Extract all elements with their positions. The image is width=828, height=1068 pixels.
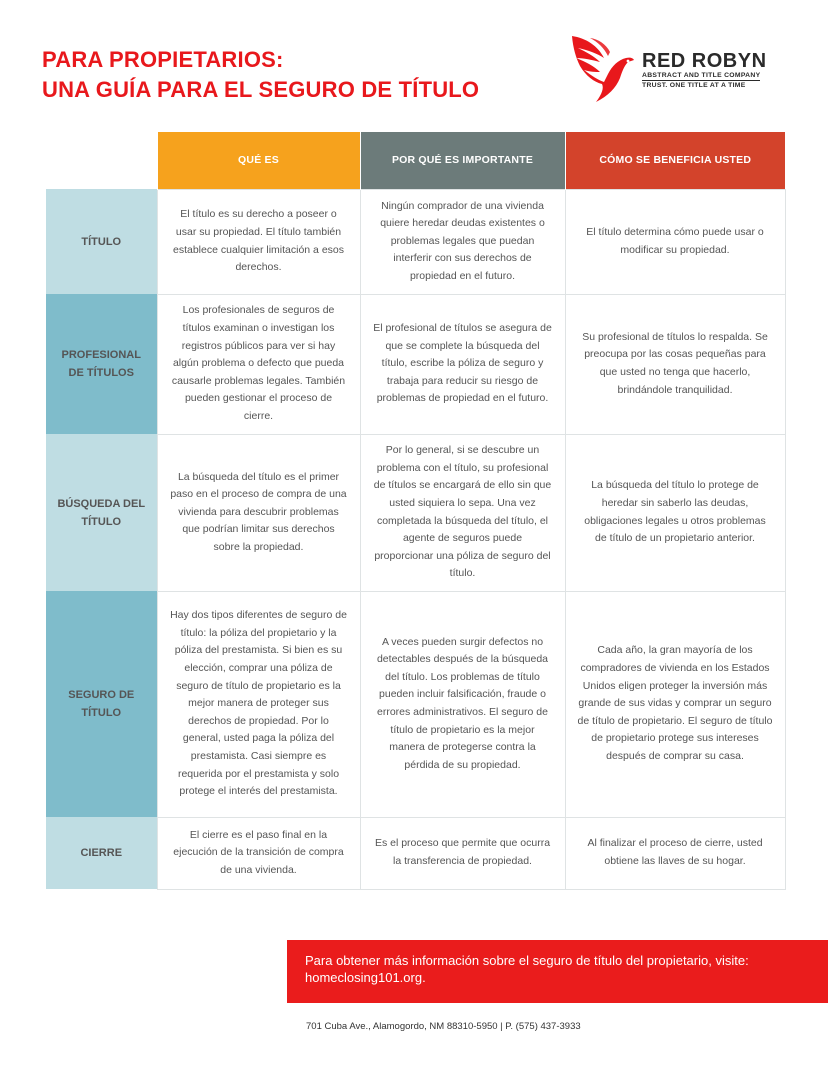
- table-cell: Es el proceso que permite que ocurra la transferencia de propiedad.: [360, 817, 565, 889]
- table-row: [46, 817, 785, 889]
- table-row: [46, 434, 785, 591]
- table-cell: La búsqueda del título lo protege de heredar sin saberlo las deudas, obligaciones legales u otros problemas de título de un propietario anterior.: [565, 434, 785, 591]
- company-logo: [568, 30, 808, 106]
- logo-subtitle: ABSTRACT AND TITLE COMPANY: [642, 72, 761, 79]
- table-cell: Los profesionales de seguros de títulos examinan o investigan los registros públicos para ver si hay algún problema o defecto que pueda causarle problemas legales. También pueden gestionar el proceso de cierre.: [157, 294, 360, 434]
- table-row: [46, 189, 785, 294]
- table-row: [46, 294, 785, 434]
- table-cell: El título es su derecho a poseer o usar su propiedad. El título también establece cualquier limitación a esos derechos.: [157, 189, 360, 294]
- row-header-titulo: TÍTULO: [46, 189, 157, 294]
- row-header-cierre: CIERRE: [46, 817, 157, 889]
- table-cell: A veces pueden surgir defectos no detectables después de la búsqueda del título. Los problemas de título pueden incluir falsificación, fraude o errores administrativos. El seguro de título de propietario es la mejor manera de protegerse contra la pérdida de su propiedad.: [360, 591, 565, 817]
- column-header-que-es: QUÉ ES: [157, 132, 360, 189]
- table-cell: El título determina cómo puede usar o modificar su propiedad.: [565, 189, 785, 294]
- table-cell: Ningún comprador de una vivienda quiere heredar deudas existentes o problemas legales que puedan interferir con sus derechos de propiedad en el futuro.: [360, 189, 565, 294]
- table-cell: Al finalizar el proceso de cierre, usted obtiene las llaves de su hogar.: [565, 817, 785, 889]
- column-header-como: CÓMO SE BENEFICIA USTED: [565, 132, 785, 189]
- title-insurance-table: [46, 132, 786, 890]
- row-header-busqueda: BÚSQUEDA DEL TÍTULO: [46, 434, 157, 591]
- bird-icon: [568, 30, 638, 106]
- table-row: [46, 591, 785, 817]
- footer-address: 701 Cuba Ave., Alamogordo, NM 88310-5950 | P. (575) 437-3933: [306, 1021, 581, 1032]
- table-cell: La búsqueda del título es el primer paso en el proceso de compra de una vivienda para descubrir problemas que podrían limitar sus derechos sobre la propiedad.: [157, 434, 360, 591]
- table-cell: Su profesional de títulos lo respalda. Se preocupa por las cosas pequeñas para que usted no tenga que hacerlo, brindándole tranquilidad.: [565, 294, 785, 434]
- row-header-seguro: SEGURO DE TÍTULO: [46, 591, 157, 817]
- table-cell: El profesional de títulos se asegura de que se complete la búsqueda del título, escribe la póliza de seguro y trabaja para reducir su riesgo de problemas de propiedad en el futuro.: [360, 294, 565, 434]
- page-title: [42, 45, 479, 105]
- table-cell: El cierre es el paso final en la ejecución de la transición de compra de una vivienda.: [157, 817, 360, 889]
- table-cell: Por lo general, si se descubre un problema con el título, su profesional de títulos se encargará de ello sin que usted siquiera lo sepa. Una vez completada la búsqueda del título, el agente de seguros puede proporcionar una póliza de seguro del título.: [360, 434, 565, 591]
- table-header-row: [46, 132, 785, 189]
- page-title-line2: UNA GUÍA PARA EL SEGURO DE TÍTULO: [42, 77, 480, 102]
- table-cell: Cada año, la gran mayoría de los compradores de vivienda en los Estados Unidos eligen proteger la inversión más grande de sus vidas y comprar un seguro de título de propietario. El seguro de título de propietario protege sus intereses después de comprar su casa.: [565, 591, 785, 817]
- row-header-profesional: PROFESIONAL DE TÍTULOS: [46, 294, 157, 434]
- logo-tagline: TRUST. ONE TITLE AT A TIME: [642, 82, 746, 89]
- column-header-por-que: POR QUÉ ES IMPORTANTE: [360, 132, 565, 189]
- table-cell: Hay dos tipos diferentes de seguro de título: la póliza del propietario y la póliza del prestamista. Si bien es su elección, comprar una póliza de seguro de título de propietario es la mejor manera de proteger sus derechos de propiedad. Por lo general, usted paga la póliza del prestamista. Casi siempre es requerida por el prestamista y solo protege el interés del prestamista.: [157, 591, 360, 817]
- logo-name: RED ROBYN: [642, 50, 767, 72]
- table-header-blank: [46, 132, 157, 189]
- more-info-banner: Para obtener más información sobre el seguro de título del propietario, visite: homeclosing101.org.: [287, 940, 828, 1003]
- page-title-line1: PARA PROPIETARIOS:: [42, 47, 284, 72]
